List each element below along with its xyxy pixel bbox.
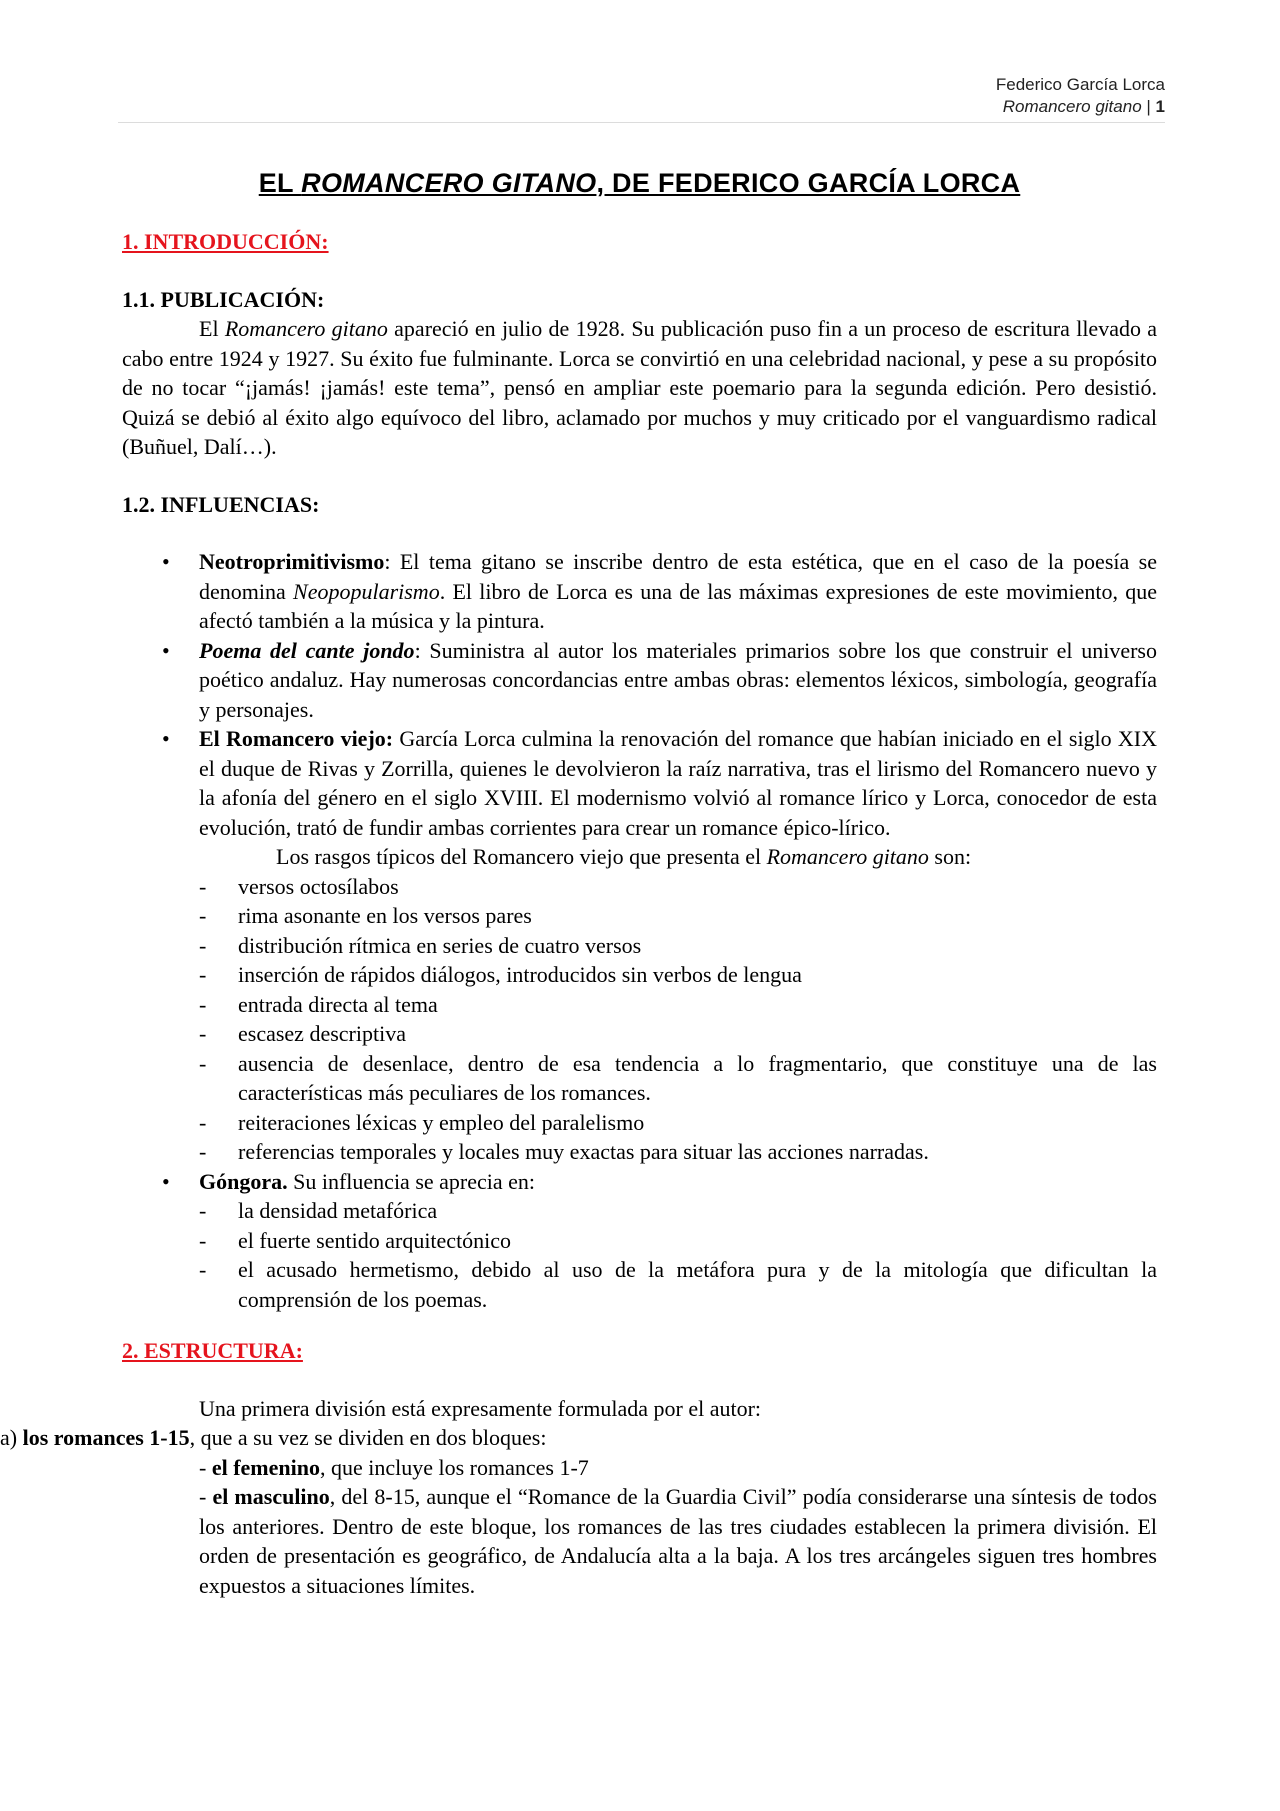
paragraph-publicacion xyxy=(122,314,1157,462)
influences-list xyxy=(122,547,1157,1314)
dash-item: - entrada directa al tema xyxy=(122,990,1157,1020)
dash-item: - ausencia de desenlace, dentro de esa tendencia a lo fragmentario, que constituye una de las características más peculiares de los romances. xyxy=(122,1049,1157,1108)
section-heading-estructura: 2. ESTRUCTURA: xyxy=(122,1338,303,1363)
estructura-intro: Una primera división está expresamente formulada por el autor: xyxy=(199,1395,762,1421)
bloque-femenino xyxy=(122,1453,1157,1483)
bold-term: Góngora. xyxy=(199,1168,288,1194)
section-heading-introduccion: 1. INTRODUCCIÓN: xyxy=(122,229,329,254)
header-work-line xyxy=(996,96,1165,118)
text-run: : El tema gitano se inscribe dentro de esta estética, que en el caso de la poesía se denomina xyxy=(199,549,1157,604)
list-item-cante-jondo xyxy=(122,636,1157,725)
header-work: Romancero gitano xyxy=(1002,97,1142,116)
rasgos-intro xyxy=(199,842,1157,872)
title-italic: ROMANCERO GITANO xyxy=(301,168,597,198)
text-run: , que a su vez se dividen en dos bloques: xyxy=(189,1425,547,1450)
page-header xyxy=(996,74,1165,118)
header-author: Federico García Lorca xyxy=(995,75,1165,94)
text-run: García Lorca culmina la renovación del romance que habían iniciado en el siglo XIX el duque de Rivas y Zorrilla, quienes le devolvieron la raíz narrativa, tras el lirismo del Romancero nuevo y la afonía del género en el siglo XVIII. El modernismo volvió al romance lírico y Lorca, conocedor de esta evolución, trató de fundir ambas corrientes para crear un romance épico-lírico. xyxy=(199,726,1157,840)
italic-run: Romancero gitano xyxy=(766,844,929,869)
italic-run: Neopopularismo xyxy=(293,578,440,604)
dash-item: - el acusado hermetismo, debido al uso de la metáfora pura y de la mitología que dificultan la comprensión de los poemas. xyxy=(122,1255,1157,1314)
bloque-masculino xyxy=(122,1482,1157,1600)
header-divider xyxy=(118,122,1165,123)
item-label: a) xyxy=(0,1425,23,1450)
text-run: Los rasgos típicos del Romancero viejo que presenta el xyxy=(276,844,767,869)
dash: - xyxy=(199,1484,213,1509)
bold-term: el femenino xyxy=(211,1454,320,1480)
subheading-publicacion: 1.1. PUBLICACIÓN: xyxy=(122,286,325,312)
bold-term: los romances 1-15 xyxy=(22,1425,190,1450)
dash-item: - el fuerte sentido arquitectónico xyxy=(122,1226,1157,1256)
text-run: son: xyxy=(928,844,972,869)
dash-item: - escasez descriptiva xyxy=(122,1019,1157,1049)
text-run: : Suministra al autor los materiales primarios sobre los que construir el universo poético andaluz. Hay numerosas concordancias entre ambas obras: elementos léxicos, simbología, geografía y personajes. xyxy=(199,637,1157,722)
text-run: . El libro de Lorca es una de las máximas expresiones de este movimiento, que afectó también a la música y la pintura. xyxy=(199,578,1157,633)
text-run: , del 8-15, aunque el “Romance de la Guardia Civil” podía considerarse una síntesis de todos los anteriores. Dentro de este bloque, los romances de las tres ciudades establecen la primera división. El orden de presentación es geográfico, de Andalucía alta a la baja. A los tres arcángeles siguen tres hombres expuestos a situaciones límites. xyxy=(199,1484,1157,1598)
bold-term: Neotroprimitivismo xyxy=(199,549,385,574)
title-suffix: , DE FEDERICO GARCÍA LORCA xyxy=(596,168,1021,198)
document-title xyxy=(122,165,1157,201)
text-run: Su influencia se aprecia en: xyxy=(287,1168,536,1194)
bold-term: El Romancero viejo: xyxy=(199,726,394,751)
text-run: apareció en julio de 1928. Su publicación puso fin a un proceso de escritura llevado a cabo entre 1924 y 1927. Su éxito fue fulminante. Lorca se convirtió en una celebridad nacional, y pese a su propósito de no tocar “¡jamás! ¡jamás! este tema”, pensó en ampliar este poemario para la segunda edición. Pero desistió. Quizá se debió al éxito algo equívoco del libro, aclamado por muchos y muy criticado por el vanguardismo radical (Buñuel, Dalí…). xyxy=(122,316,1157,459)
text-run: , que incluye los romances 1-7 xyxy=(319,1454,589,1480)
list-item-gongora xyxy=(122,1167,1157,1315)
bold-term: el masculino xyxy=(212,1484,330,1509)
subheading-influencias: 1.2. INFLUENCIAS: xyxy=(122,491,320,517)
list-item-romancero-viejo xyxy=(122,724,1157,1167)
header-separator: | xyxy=(1141,97,1156,116)
estructura-item-a xyxy=(0,1423,1157,1453)
text-run: El xyxy=(199,316,225,341)
dash-item: - referencias temporales y locales muy exactas para situar las acciones narradas. xyxy=(122,1137,1157,1167)
dash-item: - reiteraciones léxicas y empleo del paralelismo xyxy=(122,1108,1157,1138)
italic-run: Romancero gitano xyxy=(224,316,388,341)
bold-italic-term: Poema del cante jondo xyxy=(199,637,415,663)
page-number: 1 xyxy=(1155,97,1165,116)
dash-item: - distribución rítmica en series de cuatro versos xyxy=(122,931,1157,961)
dash-item: - la densidad metafórica xyxy=(122,1196,1157,1226)
dash-item: - inserción de rápidos diálogos, introducidos sin verbos de lengua xyxy=(122,960,1157,990)
list-item-neotroprimitivismo xyxy=(122,547,1157,636)
dash-item: - rima asonante en los versos pares xyxy=(122,901,1157,931)
document-body xyxy=(0,160,1157,1600)
dash: - xyxy=(199,1454,212,1480)
title-prefix: EL xyxy=(258,168,302,198)
dash-item: - versos octosílabos xyxy=(122,872,1157,902)
